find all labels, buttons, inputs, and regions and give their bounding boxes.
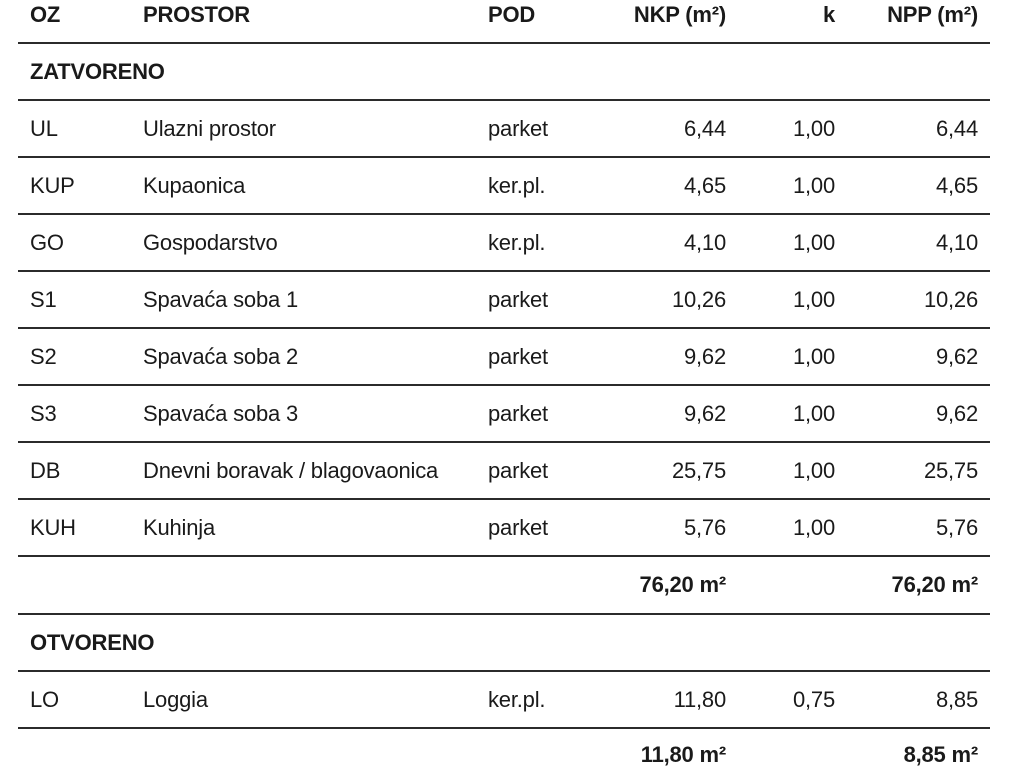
cell-k: 1,00: [792, 457, 835, 483]
table-row: [18, 499, 990, 556]
cell-pod: ker.pl.: [488, 229, 546, 255]
cell-pod: parket: [488, 343, 548, 369]
total-nkp: 11,80 m²: [640, 742, 726, 767]
cell-nkp: 5,76: [683, 514, 726, 540]
table-row: [18, 671, 990, 728]
cell-pod: ker.pl.: [488, 686, 546, 712]
table-header-row: [18, 0, 990, 43]
cell-pod: ker.pl.: [488, 172, 546, 198]
cell-k: 1,00: [792, 286, 835, 312]
cell-k: 1,00: [792, 514, 835, 540]
cell-prostor: Kupaonica: [143, 172, 246, 198]
table-row: [18, 214, 990, 271]
header-k: k: [822, 1, 835, 27]
cell-k: 1,00: [792, 343, 835, 369]
total-npp: 8,85 m²: [903, 742, 978, 767]
cell-prostor: Loggia: [143, 686, 208, 712]
cell-nkp: 9,62: [683, 400, 726, 426]
header-npp: NPP (m²): [887, 1, 978, 27]
table-row: [18, 328, 990, 385]
total-nkp: 76,20 m²: [639, 571, 726, 597]
header-oz: OZ: [30, 1, 61, 27]
cell-npp: 5,76: [935, 514, 978, 540]
table-row: [18, 442, 990, 499]
section-title: ZATVORENO: [30, 58, 165, 84]
cell-k: 1,00: [792, 400, 835, 426]
section-title: OTVORENO: [30, 629, 155, 655]
header-pod: POD: [488, 1, 536, 27]
cell-pod: parket: [488, 400, 548, 426]
cell-prostor: Ulazni prostor: [143, 115, 276, 141]
cell-prostor: Gospodarstvo: [143, 229, 278, 255]
table-row: [18, 385, 990, 442]
cell-prostor: Kuhinja: [143, 514, 215, 540]
cell-nkp: 11,80: [673, 686, 726, 712]
cell-npp: 4,65: [935, 172, 978, 198]
cell-pod: parket: [488, 457, 548, 483]
cell-nkp: 4,10: [683, 229, 726, 255]
cell-oz: S3: [30, 400, 57, 426]
table-row: [18, 271, 990, 328]
cell-oz: GO: [30, 229, 64, 255]
cell-nkp: 9,62: [683, 343, 726, 369]
cell-prostor: Spavaća soba 2: [143, 343, 298, 369]
cell-oz: DB: [30, 457, 61, 483]
cell-nkp: 6,44: [683, 115, 726, 141]
cell-k: 1,00: [792, 115, 835, 141]
cell-npp: 6,44: [935, 115, 978, 141]
cell-npp: 25,75: [923, 457, 978, 483]
cell-k: 1,00: [792, 172, 835, 198]
section-header-open: [18, 614, 990, 671]
cell-oz: UL: [30, 115, 58, 141]
cell-oz: KUH: [30, 514, 76, 540]
cell-pod: parket: [488, 115, 548, 141]
cell-pod: parket: [488, 514, 548, 540]
cell-nkp: 10,26: [671, 286, 726, 312]
header-nkp: NKP (m²): [633, 1, 726, 27]
total-row-open: [18, 729, 990, 781]
cell-npp: 8,85: [935, 686, 978, 712]
cell-pod: parket: [488, 286, 548, 312]
cell-prostor: Spavaća soba 1: [143, 286, 298, 312]
cell-nkp: 4,65: [683, 172, 726, 198]
cell-oz: LO: [30, 686, 59, 712]
cell-npp: 9,62: [935, 343, 978, 369]
cell-nkp: 25,75: [671, 457, 726, 483]
cell-prostor: Dnevni boravak / blagovaonica: [143, 457, 439, 483]
cell-npp: 10,26: [923, 286, 978, 312]
table-row: [18, 100, 990, 157]
cell-npp: 9,62: [935, 400, 978, 426]
section-header-closed: [18, 43, 990, 100]
cell-oz: S2: [30, 343, 57, 369]
cell-k: 0,75: [792, 686, 835, 712]
cell-oz: S1: [30, 286, 57, 312]
header-prostor: PROSTOR: [143, 1, 250, 27]
cell-oz: KUP: [30, 172, 75, 198]
cell-npp: 4,10: [935, 229, 978, 255]
cell-k: 1,00: [792, 229, 835, 255]
table-row: [18, 157, 990, 214]
total-row-closed: [18, 556, 990, 613]
total-npp: 76,20 m²: [891, 571, 978, 597]
cell-prostor: Spavaća soba 3: [143, 400, 298, 426]
